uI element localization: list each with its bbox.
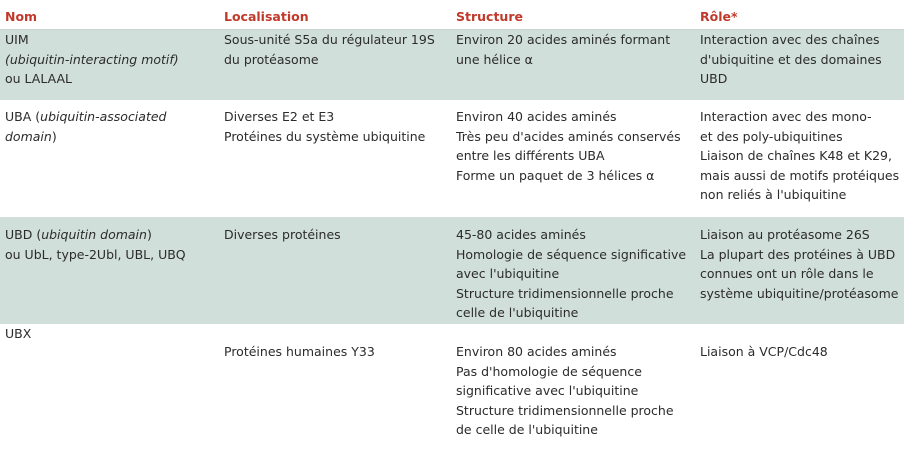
table-row bbox=[0, 30, 904, 100]
table-row bbox=[0, 100, 904, 217]
cell-nom: UIM (ubiquitin-interacting motif) ou LALAAL bbox=[5, 32, 179, 86]
header-structure: Structure bbox=[456, 9, 523, 24]
cell-role: Interaction avec des mono- et des poly-ubiquitines Liaison de chaînes K48 et K29, mais aussi de motifs protéiques non reliés à l'ubiquitine bbox=[700, 109, 900, 202]
cell-nom: UBD (ubiquitin domain) ou UbL, type-2Ubl, UBL, UBQ bbox=[5, 227, 186, 262]
cell-role: Liaison au protéasome 26S La plupart des protéines à UBD connues ont un rôle dans le système ubiquitine/protéasome bbox=[700, 227, 899, 301]
cell-role: Liaison à VCP/Cdc48 bbox=[700, 344, 828, 359]
cell-localisation: Diverses protéines bbox=[224, 227, 341, 242]
cell-structure: 45-80 acides aminés Homologie de séquence significative avec l'ubiquitine Structure tridimensionnelle proche celle de l'ubiquitine bbox=[456, 227, 687, 320]
cell-structure: Environ 80 acides aminés Pas d'homologie de séquence significative avec l'ubiquitine Structure tridimensionnelle proche de celle de l'ubiquitine bbox=[456, 344, 674, 437]
cell-nom: UBX bbox=[5, 326, 32, 341]
table-header bbox=[0, 0, 904, 30]
cell-structure: Environ 40 acides aminés Très peu d'acides aminés conservés entre les différents UBA Forme un paquet de 3 hélices α bbox=[456, 109, 681, 183]
cell-nom: UBA (ubiquitin-associated domain) bbox=[5, 109, 167, 144]
cell-structure: Environ 20 acides aminés formant une hélice α bbox=[456, 32, 671, 67]
cell-role: Interaction avec des chaînes d'ubiquitine et des domaines UBD bbox=[700, 32, 882, 86]
cell-localisation: Sous-unité S5a du régulateur 19S du protéasome bbox=[224, 32, 435, 67]
header-nom: Nom bbox=[5, 9, 38, 24]
header-localisation: Localisation bbox=[224, 9, 309, 24]
cell-localisation: Diverses E2 et E3 Protéines du système ubiquitine bbox=[224, 109, 426, 144]
table-row bbox=[0, 217, 904, 335]
cell-localisation: Protéines humaines Y33 bbox=[224, 344, 375, 359]
table-row bbox=[0, 324, 904, 454]
header-role: Rôle* bbox=[700, 9, 738, 24]
